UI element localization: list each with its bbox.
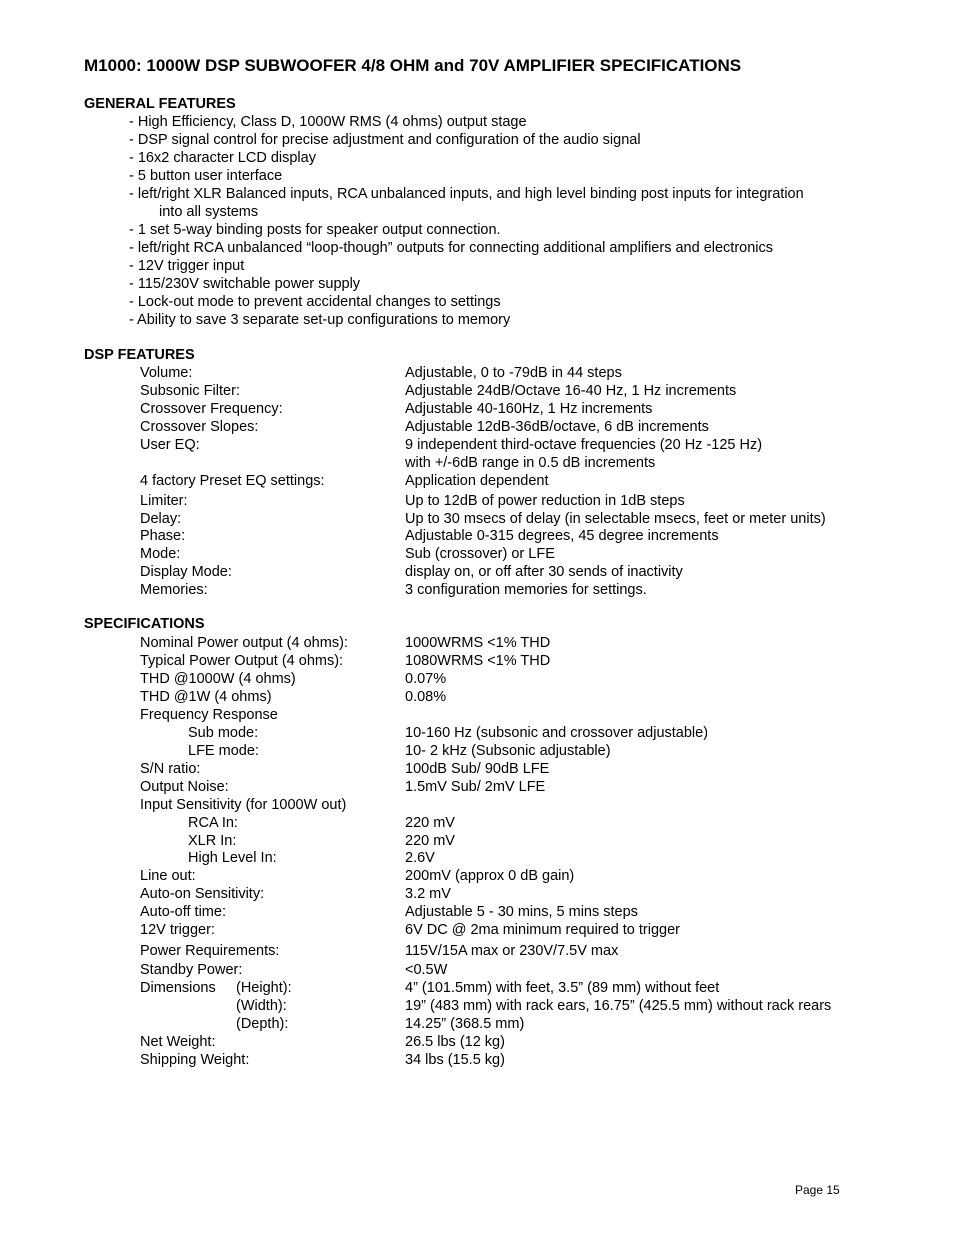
spec-value: 4” (101.5mm) with feet, 3.5” (89 mm) without feet — [405, 980, 720, 996]
page-title: M1000: 1000W DSP SUBWOOFER 4/8 OHM and 70V AMPLIFIER SPECIFICATIONS — [84, 56, 742, 75]
spec-value: 26.5 lbs (12 kg) — [405, 1034, 505, 1050]
spec-value: 6V DC @ 2ma minimum required to trigger — [405, 922, 681, 938]
spec-value: 0.08% — [405, 689, 447, 705]
list-item: - High Efficiency, Class D, 1000W RMS (4 ohms) output stage — [129, 114, 527, 130]
spec-label: Power Requirements: — [140, 943, 280, 959]
spec-label: 4 factory Preset EQ settings: — [140, 473, 325, 489]
list-item: - left/right XLR Balanced inputs, RCA unbalanced inputs, and high level binding post inputs for integration — [129, 186, 804, 202]
spec-label: Phase: — [140, 528, 186, 544]
spec-value: Adjustable 12dB-36dB/octave, 6 dB increments — [405, 419, 709, 435]
spec-value: 1080WRMS <1% THD — [405, 653, 551, 669]
spec-label: Display Mode: — [140, 564, 232, 580]
spec-value: 10-160 Hz (subsonic and crossover adjustable) — [405, 725, 709, 741]
spec-sublabel: (Width): — [236, 998, 287, 1014]
spec-label: Line out: — [140, 868, 196, 884]
spec-value: Adjustable 5 - 30 mins, 5 mins steps — [405, 904, 638, 920]
spec-label: Delay: — [140, 511, 182, 527]
list-item: - Ability to save 3 separate set-up configurations to memory — [129, 312, 511, 328]
spec-value: 115V/15A max or 230V/7.5V max — [405, 943, 619, 959]
list-item: - 115/230V switchable power supply — [129, 276, 361, 292]
spec-value: 2.6V — [405, 850, 435, 866]
spec-value: 220 mV — [405, 815, 455, 831]
spec-label: THD @1W (4 ohms) — [140, 689, 272, 705]
spec-label: Crossover Slopes: — [140, 419, 259, 435]
spec-value: Up to 12dB of power reduction in 1dB steps — [405, 493, 685, 509]
spec-label: THD @1000W (4 ohms) — [140, 671, 296, 687]
list-item: - DSP signal control for precise adjustment and configuration of the audio signal — [129, 132, 641, 148]
list-item: - 16x2 character LCD display — [129, 150, 316, 166]
spec-label: Subsonic Filter: — [140, 383, 240, 399]
list-item-continuation: into all systems — [159, 204, 259, 220]
spec-value: 3.2 mV — [405, 886, 451, 902]
spec-label: Memories: — [140, 582, 208, 598]
spec-value: 1.5mV Sub/ 2mV LFE — [405, 779, 546, 795]
list-item: - 1 set 5-way binding posts for speaker output connection. — [129, 222, 501, 238]
spec-label: 12V trigger: — [140, 922, 215, 938]
spec-label: Mode: — [140, 546, 181, 562]
spec-value: 14.25” (368.5 mm) — [405, 1016, 525, 1032]
spec-value: 3 configuration memories for settings. — [405, 582, 647, 598]
spec-value: Application dependent — [405, 473, 549, 489]
spec-label: Nominal Power output (4 ohms): — [140, 635, 348, 651]
spec-value: <0.5W — [405, 962, 448, 978]
spec-value: 100dB Sub/ 90dB LFE — [405, 761, 550, 777]
spec-label: Output Noise: — [140, 779, 229, 795]
spec-label: Input Sensitivity (for 1000W out) — [140, 797, 347, 813]
spec-value: Adjustable, 0 to -79dB in 44 steps — [405, 365, 622, 381]
spec-value: with +/-6dB range in 0.5 dB increments — [405, 455, 656, 471]
spec-sublabel: XLR In: — [188, 833, 237, 849]
spec-sublabel: Sub mode: — [188, 725, 259, 741]
specifications-heading: SPECIFICATIONS — [84, 616, 205, 632]
general-features-heading: GENERAL FEATURES — [84, 96, 236, 112]
spec-label: Typical Power Output (4 ohms): — [140, 653, 344, 669]
list-item: - 12V trigger input — [129, 258, 245, 274]
spec-label: S/N ratio: — [140, 761, 201, 777]
spec-label: Net Weight: — [140, 1034, 216, 1050]
spec-value: display on, or off after 30 sends of inactivity — [405, 564, 683, 580]
spec-label: Standby Power: — [140, 962, 243, 978]
spec-label: Crossover Frequency: — [140, 401, 283, 417]
spec-value: Adjustable 40-160Hz, 1 Hz increments — [405, 401, 653, 417]
spec-value: Adjustable 24dB/Octave 16-40 Hz, 1 Hz increments — [405, 383, 737, 399]
spec-sublabel: High Level In: — [188, 850, 277, 866]
page-number: Page 15 — [795, 1183, 840, 1197]
list-item: - left/right RCA unbalanced “loop-though” outputs for connecting additional amplifiers and electronics — [129, 240, 774, 256]
spec-sublabel: (Height): — [236, 980, 292, 996]
spec-label: Frequency Response — [140, 707, 278, 723]
spec-value: Sub (crossover) or LFE — [405, 546, 555, 562]
spec-value: 1000WRMS <1% THD — [405, 635, 551, 651]
spec-sublabel: (Depth): — [236, 1016, 289, 1032]
spec-label: Dimensions — [140, 980, 216, 996]
spec-value: 9 independent third-octave frequencies (20 Hz -125 Hz) — [405, 437, 763, 453]
list-item: - 5 button user interface — [129, 168, 283, 184]
spec-sublabel: LFE mode: — [188, 743, 259, 759]
spec-value: 19” (483 mm) with rack ears, 16.75” (425.5 mm) without rack rears — [405, 998, 832, 1014]
spec-value: 10- 2 kHz (Subsonic adjustable) — [405, 743, 611, 759]
spec-label: Auto-on Sensitivity: — [140, 886, 265, 902]
spec-value: Up to 30 msecs of delay (in selectable msecs, feet or meter units) — [405, 511, 826, 527]
spec-value: 34 lbs (15.5 kg) — [405, 1052, 505, 1068]
spec-label: Limiter: — [140, 493, 188, 509]
spec-value: 220 mV — [405, 833, 455, 849]
spec-value: 200mV (approx 0 dB gain) — [405, 868, 575, 884]
dsp-features-heading: DSP FEATURES — [84, 347, 195, 363]
spec-value: Adjustable 0-315 degrees, 45 degree increments — [405, 528, 719, 544]
spec-label: Auto-off time: — [140, 904, 226, 920]
list-item: - Lock-out mode to prevent accidental changes to settings — [129, 294, 501, 310]
spec-label: Shipping Weight: — [140, 1052, 250, 1068]
spec-sublabel: RCA In: — [188, 815, 238, 831]
spec-label: Volume: — [140, 365, 193, 381]
spec-label: User EQ: — [140, 437, 200, 453]
spec-value: 0.07% — [405, 671, 447, 687]
